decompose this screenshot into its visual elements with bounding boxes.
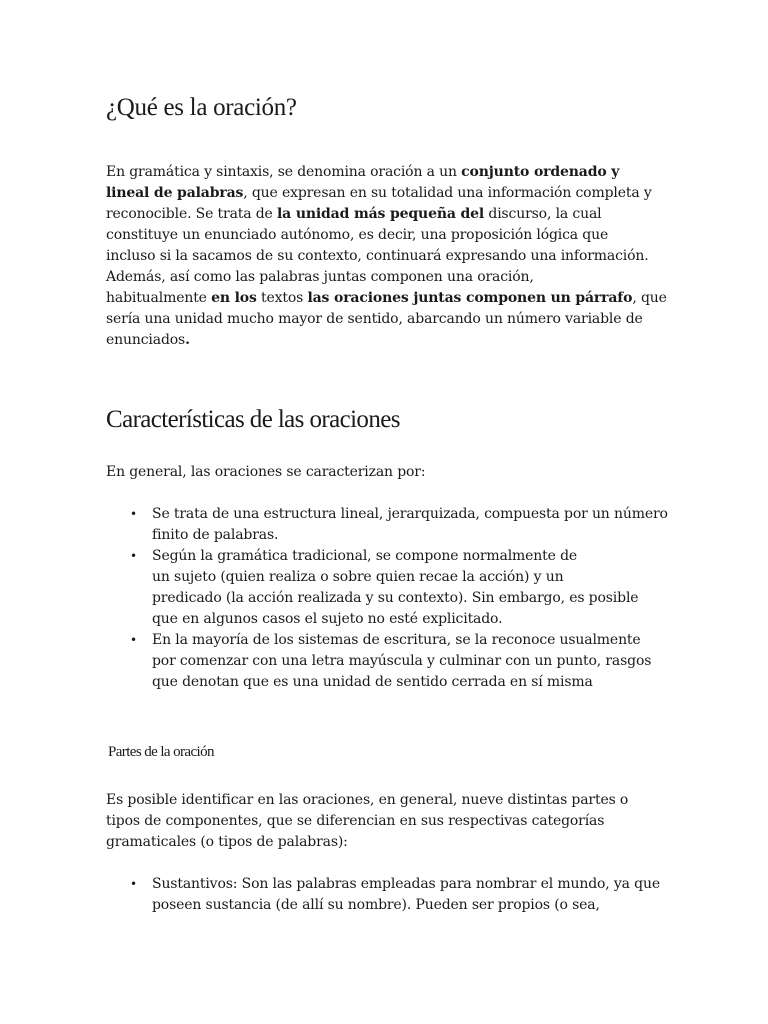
bullet-icon: • bbox=[130, 877, 137, 891]
intro-line-3: reconocible. Se trata de la unidad más pequeña del discurso, la cual bbox=[106, 206, 602, 222]
intro-paragraph bbox=[106, 162, 666, 351]
list-item: • Según la gramática tradicional, se compone normalmente de un sujeto (quien realiza o sobre quien recae la acción) y un predicado (la acción realizada y su contexto). Sin embargo, es posible que en algunos casos el sujeto no esté explicitado. bbox=[130, 548, 639, 627]
bullet-icon: • bbox=[130, 549, 137, 563]
intro-line-5: incluso si la sacamos de su contexto, continuará expresando una información. bbox=[106, 248, 649, 264]
intro-line-2: lineal de palabras, que expresan en su totalidad una información completa y bbox=[106, 185, 652, 201]
intro-line-6: Además, así como las palabras juntas componen una oración, bbox=[106, 269, 534, 285]
bold-phrase: la unidad más pequeña del bbox=[277, 206, 485, 222]
intro-line-7: habitualmente en los textos las oraciones juntas componen un párrafo, que bbox=[106, 290, 667, 306]
list-item: • En la mayoría de los sistemas de escritura, se la reconoce usualmente por comenzar con una letra mayúscula y culminar con un punto, rasgos que denotan que es una unidad de sentido cerrada en sí misma bbox=[130, 632, 652, 690]
bullet-icon: • bbox=[130, 507, 137, 521]
intro-line-8: sería una unidad mucho mayor de sentido, abarcando un número variable de bbox=[106, 311, 643, 327]
list-item: • Se trata de una estructura lineal, jerarquizada, compuesta por un número finito de palabras. bbox=[130, 506, 668, 543]
bold-phrase: lineal de palabras bbox=[106, 185, 244, 201]
characteristics-intro: En general, las oraciones se caracterizan por: bbox=[106, 464, 426, 480]
bold-phrase: conjunto ordenado y bbox=[461, 164, 620, 180]
list-item: • Sustantivos: Son las palabras empleadas para nombrar el mundo, ya que poseen sustancia (de allí su nombre). Pueden ser propios (o sea, bbox=[130, 876, 660, 913]
intro-line-9: enunciados. bbox=[106, 332, 190, 348]
heading-partes-de-la-oracion: Partes de la oración bbox=[108, 744, 214, 760]
intro-line-4: constituye un enunciado autónomo, es decir, una proposición lógica que bbox=[106, 227, 609, 243]
bold-phrase: las oraciones juntas componen un párrafo bbox=[307, 290, 633, 306]
bullet-icon: • bbox=[130, 633, 137, 647]
intro-line-1: En gramática y sintaxis, se denomina oración a un conjunto ordenado y bbox=[106, 164, 620, 180]
bold-period: . bbox=[185, 332, 190, 348]
bold-phrase: en los bbox=[211, 290, 257, 306]
parts-list bbox=[106, 874, 666, 916]
heading-que-es-la-oracion: ¿Qué es la oración? bbox=[106, 94, 297, 121]
parts-intro: Es posible identificar en las oraciones, en general, nueve distintas partes o tipos de componentes, que se diferencian en sus respectivas categorías gramaticales (o tipos de palabras): bbox=[106, 792, 629, 850]
characteristics-list bbox=[106, 504, 666, 693]
heading-caracteristicas: Características de las oraciones bbox=[106, 406, 400, 433]
